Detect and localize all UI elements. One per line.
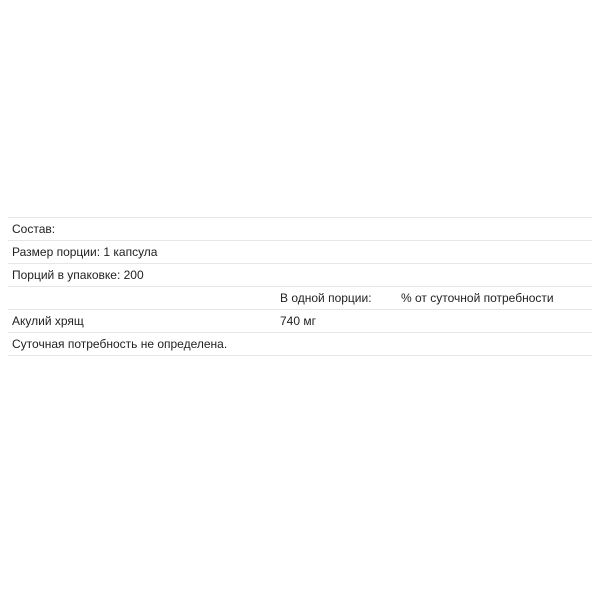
footnote-text: Суточная потребность не определена. bbox=[12, 337, 228, 351]
ingredient-amount: 740 мг bbox=[280, 314, 316, 328]
serving-size-row bbox=[8, 241, 592, 264]
servings-per-container-row bbox=[8, 264, 592, 287]
serving-size-text: Размер порции: 1 капсула bbox=[12, 245, 158, 259]
supplement-facts-table bbox=[8, 217, 592, 356]
per-serving-header: В одной порции: bbox=[280, 291, 372, 305]
composition-row bbox=[8, 218, 592, 241]
daily-value-header: % от суточной потребности bbox=[401, 291, 554, 305]
table-header-row bbox=[8, 287, 592, 310]
servings-per-container-text: Порций в упаковке: 200 bbox=[12, 268, 144, 282]
composition-label: Состав: bbox=[12, 222, 56, 236]
ingredient-name: Акулий хрящ bbox=[12, 314, 84, 328]
footnote-row bbox=[8, 333, 592, 356]
table-row bbox=[8, 310, 592, 333]
